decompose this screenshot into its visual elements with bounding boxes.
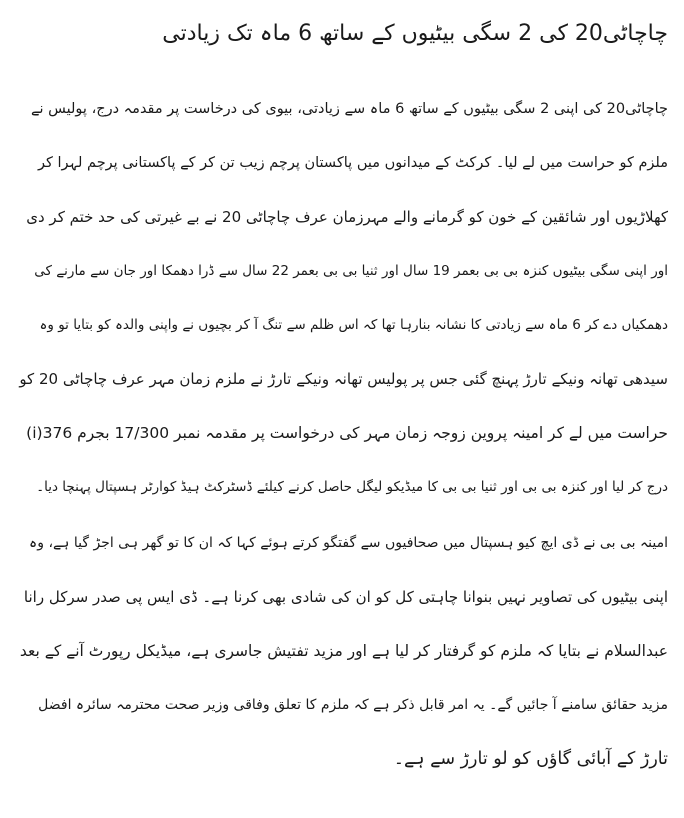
news-article	[18, 14, 668, 786]
article-paragraph-2	[18, 516, 668, 786]
paragraph-line: امینہ بی بی نے ڈی ایچ کیو ہسپتال میں صحافیوں سے گفتگو کرتے ہوئے کہا کہ ان کا تو گھر ہی اجڑ گیا ہے، وہ	[29, 535, 668, 551]
paragraph-line: سیدھی تھانہ ونیکے تارڑ پہنچ گئی جس پر پولیس تھانہ ونیکے تارڑ نے ملزم زمان مہر عرف چاچاٹی 20 کو	[19, 370, 668, 388]
paragraph-line: عبدالسلام نے بتایا کہ ملزم کو گرفتار کر لیا ہے اور مزید تفتیش جاسری ہے، میڈیکل رپورٹ آنے کے بعد	[19, 642, 668, 660]
paragraph-line: اپنی بیٹیوں کی تصاویر نہیں بنوانا چاہتی کل کو ان کی شادی بھی کرنا ہے۔ ڈی ایس پی صدر سرکل رانا	[23, 588, 668, 606]
paragraph-line: تارڑ کے آبائی گاؤں کو لو تارڑ سے ہے۔	[393, 749, 668, 769]
article-headline: چاچاٹی20 کی 2 سگی بیٹیوں کے ساتھ 6 ماہ تک زیادتی	[162, 21, 668, 46]
paragraph-line: درج کر لیا اور کنزہ بی بی اور ثنیا بی بی کا میڈیکو لیگل حاصل کرنے کیلئے ڈسٹرکٹ ہیڈ کوارٹر ہسپتال پہنچا دیا۔	[36, 479, 668, 495]
paragraph-line: چاچاٹی20 کی اپنی 2 سگی بیٹیوں کے ساتھ 6 ماہ سے زیادتی، بیوی کی درخاست پر مقدمہ درج، پولیس نے	[31, 101, 668, 117]
paragraph-line: دھمکیاں دے کر 6 ماہ سے زیادتی کا نشانہ بنارہا تھا کہ اس ظلم سے تنگ آ کر بچیوں نے واپنی والدہ کو بتایا تو وہ	[39, 317, 668, 333]
paragraph-line: حراست میں لے کر امینہ پروین زوجہ زمان مہر کی درخواست پر مقدمہ نمبر 17/300 بجرم 376(i)	[26, 424, 668, 442]
paragraph-line: مزید حقائق سامنے آ جائیں گے۔ یہ امر قابل ذکر ہے کہ ملزم کا تعلق وفاقی وزیر صحت محترمہ سائرہ افضل	[38, 697, 668, 713]
article-paragraph-1	[18, 82, 668, 514]
paragraph-line: کھلاڑیوں اور شائقین کے خون کو گرمانے والے مہرزمان عرف چاچاٹی 20 نے بے غیرتی کی حد ختم کر دی	[26, 208, 668, 226]
paragraph-line: اور اپنی سگی بیٹیوں کنزہ بی بی بعمر 19 سال اور ثنیا بی بی بعمر 22 سال سے ڈرا دھمکا اور جان سے مارنے کی	[34, 263, 668, 279]
paragraph-line: ملزم کو حراست میں لے لیا۔ کرکٹ کے میدانوں میں پاکستان پرچم زیب تن کر کے پاکستانی پرچم لہرا کر	[37, 155, 668, 171]
